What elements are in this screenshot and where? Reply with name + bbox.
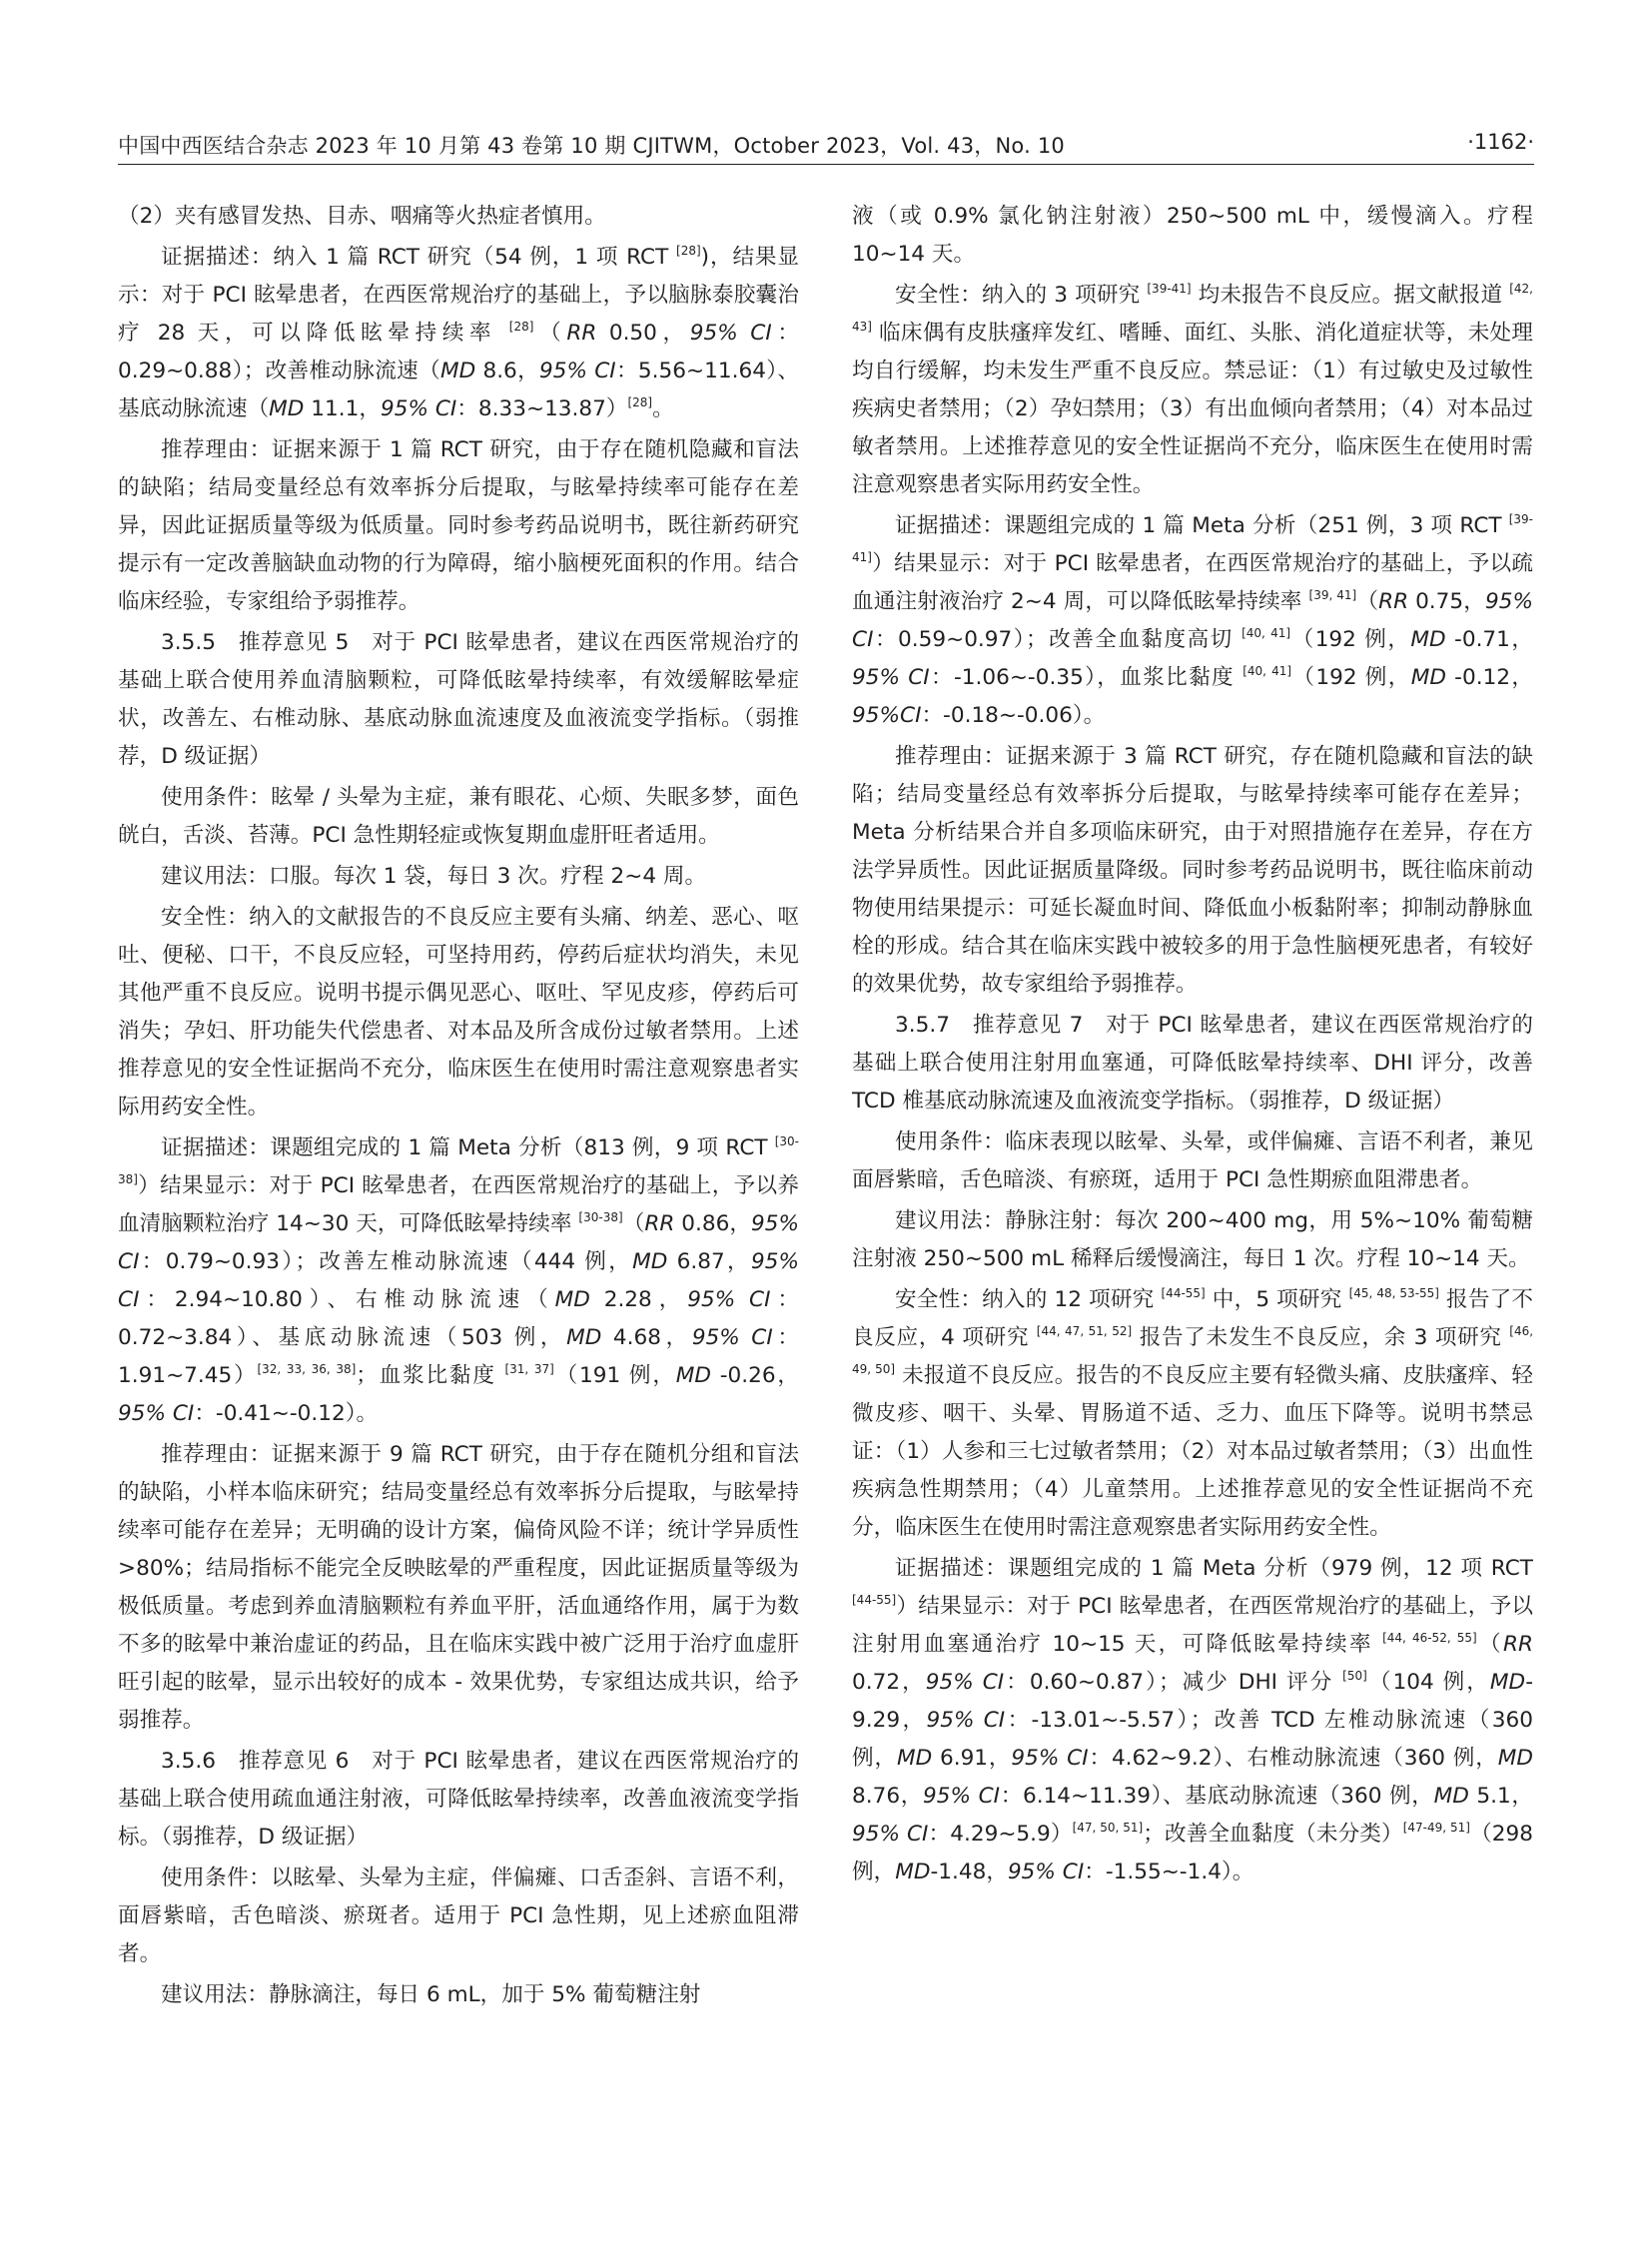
paragraph: 建议用法：静脉滴注，每日 6 mL，加于 5% 葡萄糖注射 xyxy=(161,1982,701,2007)
paragraph: 使用条件：临床表现以眩晕、头晕，或伴偏瘫、言语不利者，兼见面唇紫暗，舌色暗淡、有瘀斑，适用于 PCI 急性期瘀血阻滞患者。 xyxy=(852,1129,1533,1192)
paragraph: （2）夹有感冒发热、目赤、咽痛等火热症者慎用。 xyxy=(118,204,606,229)
journal-title: 中国中西医结合杂志 2023 年 10 月第 43 卷第 10 期 CJITWM，October 2023，Vol. 43，No. 10 xyxy=(118,134,1065,158)
paragraph: 推荐理由：证据来源于 1 篇 RCT 研究，由于存在随机隐藏和盲法的缺陷；结局变量经总有效率拆分后提取，与眩晕持续率可能存在差异，因此证据质量等级为低质量。同时参考药品说明书，既往新药研究提示有一定改善脑缺血动物的行为障碍，缩小脑梗死面积的作用。结合临床经验，专家组给予弱推荐。 xyxy=(118,437,799,614)
paragraph: 建议用法：静脉注射：每次 200~400 mg，用 5%~10% 葡萄糖注射液 250~500 mL 稀释后缓慢滴注，每日 1 次。疗程 10~14 天。 xyxy=(852,1208,1533,1271)
paragraph: 安全性：纳入的文献报告的不良反应主要有头痛、纳差、恶心、呕吐、便秘、口干，不良反应轻，可坚持用药，停药后症状均消失，未见其他严重不良反应。说明书提示偶见恶心、呕吐、罕见皮疹，停药后可消失；孕妇、肝功能失代偿患者、对本品及所含成份过敏者禁用。上述推荐意见的安全性证据尚不充分，临床医生在使用时需注意观察患者实际用药安全性。 xyxy=(118,905,799,1120)
paragraph: 3.5.6 推荐意见 6 对于 PCI 眩晕患者，建议在西医常规治疗的基础上联合使用疏血通注射液，可降低眩晕持续率，改善血液流变学指标。（弱推荐，D 级证据） xyxy=(118,1749,799,1850)
paragraph: 证据描述：课题组完成的 1 篇 Meta 分析（251 例，3 项 RCT [39-41]）结果显示：对于 PCI 眩晕患者，在西医常规治疗的基础上，予以疏血通注射液治疗 2~4 周，可以降低眩晕持续率 [39, 41]（RR 0.75，95% CI：0.59~0.97）；改善全血黏度高切 [40, 41]（192 例，MD -0.71，95% CI：-1.06~-0.35），血浆比黏度 [40, 41]（192 例，MD -0.12，95%CI：-0.18~-0.06）。 xyxy=(852,511,1534,728)
left-column xyxy=(118,198,799,2017)
page-number: ·1162· xyxy=(1467,130,1534,154)
paragraph: 液（或 0.9% 氯化钠注射液）250~500 mL 中，缓慢滴入。疗程 10~14 天。 xyxy=(852,204,1533,267)
paragraph: 使用条件：眩晕 / 头晕为主症，兼有眼花、心烦、失眠多梦，面色㿠白，舌淡、苔薄。PCI 急性期轻症或恢复期血虚肝旺者适用。 xyxy=(118,785,799,848)
paragraph: 证据描述：纳入 1 篇 RCT 研究（54 例，1 项 RCT [28])，结果显示：对于 PCI 眩晕患者，在西医常规治疗的基础上，予以脑脉泰胶囊治疗 28 天，可以降低眩晕持续率 [28]（RR 0.50，95% CI：0.29~0.88）；改善椎动脉流速（MD 8.6，95% CI：5.56~11.64）、基底动脉流速（MD 11.1，95% CI：8.33~13.87）[28]。 xyxy=(118,243,799,421)
paragraph: 安全性：纳入的 3 项研究 [39-41] 均未报告不良反应。据文献报道 [42, 43] 临床偶有皮肤瘙痒发红、嗜睡、面红、头胀、消化道症状等，未处理均自行缓解，均未发生严重不良反应。禁忌证：（1）有过敏史及过敏性疾病史者禁用；（2）孕妇禁用；（3）有出血倾向者禁用；（4）对本品过敏者禁用。上述推荐意见的安全性证据尚不充分，临床医生在使用时需注意观察患者实际用药安全性。 xyxy=(852,281,1533,497)
paragraph: 推荐理由：证据来源于 9 篇 RCT 研究，由于存在随机分组和盲法的缺陷，小样本临床研究；结局变量经总有效率拆分后提取，与眩晕持续率可能存在差异；无明确的设计方案，偏倚风险不详；统计学异质性 >80%；结局指标不能完全反映眩晕的严重程度，因此证据质量等级为极低质量。考虑到养血清脑颗粒有养血平肝，活血通络作用，属于为数不多的眩晕中兼治虚证的药品，且在临床实践中被广泛用于治疗血虚肝旺引起的眩晕，显示出较好的成本 - 效果优势，专家组达成共识，给予弱推荐。 xyxy=(118,1442,799,1733)
paragraph: 建议用法：口服。每次 1 袋，每日 3 次。疗程 2~4 周。 xyxy=(161,864,707,889)
paragraph: 安全性：纳入的 12 项研究 [44-55] 中，5 项研究 [45, 48, 53-55] 报告了不良反应，4 项研究 [44, 47, 51, 52] 报告了未发生不良反应，余 3 项研究 [46, 49, 50] 未报道不良反应。报告的不良反应主要有轻微头痛、皮肤瘙痒、轻微皮疹、咽干、头晕、胃肠道不适、乏力、血压下降等。说明书禁忌证：（1）人参和三七过敏者禁用；（2）对本品过敏者禁用；（3）出血性疾病急性期禁用；（4）儿童禁用。上述推荐意见的安全性证据尚不充分，临床医生在使用时需注意观察患者实际用药安全性。 xyxy=(852,1285,1534,1540)
running-header xyxy=(118,128,1534,168)
paragraph: 3.5.5 推荐意见 5 对于 PCI 眩晕患者，建议在西医常规治疗的基础上联合使用养血清脑颗粒，可降低眩晕持续率，有效缓解眩晕症状，改善左、右椎动脉、基底动脉血流速度及血液流变学指标。（弱推荐，D 级证据） xyxy=(118,630,799,769)
header-rule xyxy=(118,164,1534,165)
right-column xyxy=(852,198,1533,1894)
paragraph: 证据描述：课题组完成的 1 篇 Meta 分析（813 例，9 项 RCT [30-38]）结果显示：对于 PCI 眩晕患者，在西医常规治疗的基础上，予以养血清脑颗粒治疗 14~30 天，可降低眩晕持续率 [30-38]（RR 0.86，95% CI：0.79~0.93）；改善左椎动脉流速（444 例，MD 6.87，95% CI：2.94~10.80）、右椎动脉流速（MD 2.28，95% CI：0.72~3.84）、基底动脉流速（503 例，MD 4.68，95% CI：1.91~7.45）[32, 33, 36, 38]；血浆比黏度 [31, 37]（191 例，MD -0.26，95% CI：-0.41~-0.12）。 xyxy=(118,1133,799,1426)
paragraph: 推荐理由：证据来源于 3 篇 RCT 研究，存在随机隐藏和盲法的缺陷；结局变量经总有效率拆分后提取，与眩晕持续率可能存在差异；Meta 分析结果合并自多项临床研究，由于对照措施存在差异，存在方法学异质性。因此证据质量降级。同时参考药品说明书，既往临床前动物使用结果提示：可延长凝血时间、降低血小板黏附率；抑制动静脉血栓的形成。结合其在临床实践中被较多的用于急性脑梗死患者，有较好的效果优势，故专家组给予弱推荐。 xyxy=(852,744,1533,997)
paragraph: 证据描述：课题组完成的 1 篇 Meta 分析（979 例，12 项 RCT [44-55]）结果显示：对于 PCI 眩晕患者，在西医常规治疗的基础上，予以注射用血塞通治疗 10~15 天，可降低眩晕持续率 [44, 46-52, 55]（RR 0.72，95% CI：0.60~0.87）；减少 DHI 评分 [50]（104 例，MD-9.29，95% CI：-13.01~-5.57）；改善 TCD 左椎动脉流速（360 例，MD 6.91，95% CI：4.62~9.2）、右椎动脉流速（360 例，MD 8.76，95% CI：6.14~11.39）、基底动脉流速（360 例，MD 5.1，95% CI：4.29~5.9）[47, 50, 51]；改善全血黏度（未分类）[47-49, 51]（298 例，MD-1.48，95% CI：-1.55~-1.4）。 xyxy=(852,1556,1533,1884)
paragraph: 3.5.7 推荐意见 7 对于 PCI 眩晕患者，建议在西医常规治疗的基础上联合使用注射用血塞通，可降低眩晕持续率、DHI 评分，改善 TCD 椎基底动脉流速及血液流变学指标。（弱推荐，D 级证据） xyxy=(852,1013,1533,1114)
paragraph: 使用条件：以眩晕、头晕为主症，伴偏瘫、口舌歪斜、言语不利，面唇紫暗，舌色暗淡、瘀斑者。适用于 PCI 急性期，见上述瘀血阻滞者。 xyxy=(118,1866,799,1966)
